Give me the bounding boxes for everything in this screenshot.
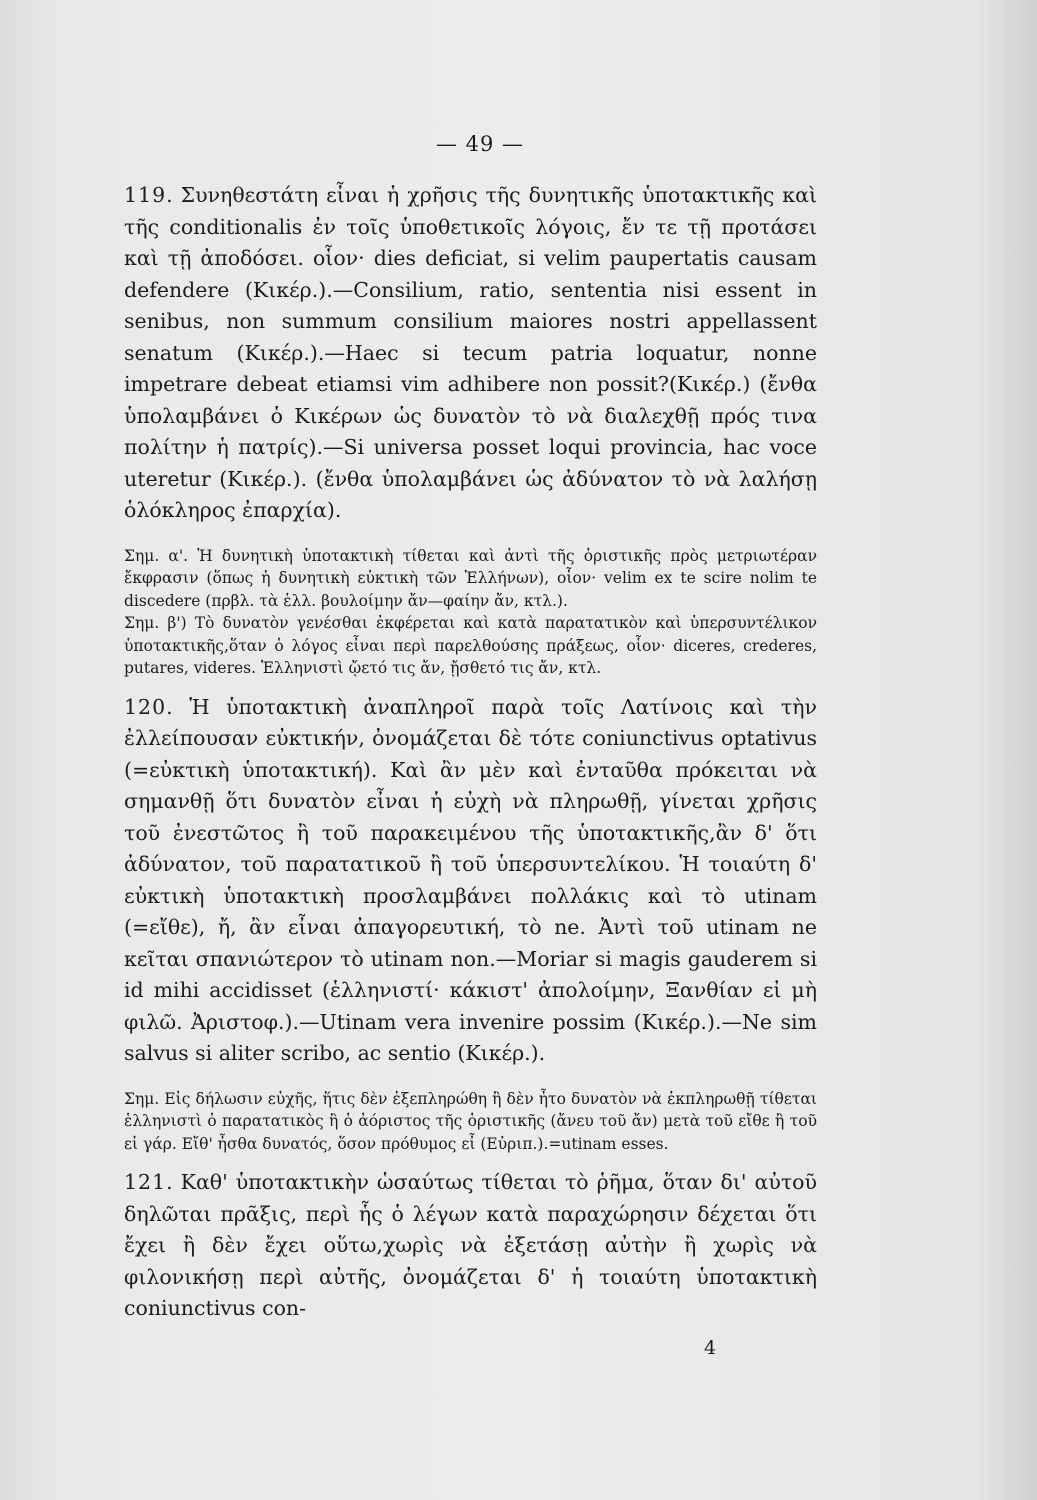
paragraph-number: 121 — [124, 1170, 167, 1194]
paragraph-text: . Συνηθεστάτη εἶναι ἡ χρῆσις τῆς δυνητικῆς ὑποτακτικῆς καὶ τῆς conditionalis ἐν τοῖς ὑποθετικοῖς λόγοις, ἔν τε τῇ προτάσει καὶ τῇ ἀποδόσει. οἷον· dies deficiat, si velim paupertatis causam defendere (Κικέρ.).—Consilium, ratio, sententia nisi essent in senibus, non summum consilium maiores nostri appellassent senatum (Κικέρ.).—Haec si tecum patria loquatur, nonne impetrare debeat etiamsi vim adhibere non possit?(Κικέρ.) (ἔνθα ὑπολαμβάνει ὁ Κικέρων ὡς δυνατὸν τὸ νὰ διαλεχθῇ πρός τινα πολίτην ἡ πατρίς).—Si universa posset loqui provincia, hac voce uteretur (Κικέρ.). (ἔνθα ὑπολαμβάνει ὡς ἀδύνατον τὸ νὰ λαλήσῃ ὁλόκληρος ἐπαρχία). — [124, 183, 817, 522]
note-beta: Σημ. β') Τὸ δυνατὸν γενέσθαι ἐκφέρεται καὶ κατὰ παρατατικὸν καὶ ὑπερσυντέλικον ὑποτακτικῆς,ὅταν ὁ λόγος εἶναι περὶ παρελθούσης πράξεως, οἷον· diceres, crederes, putares, videres. Ἑλληνιστὶ ᾤετό τις ἄν, ᾔσθετό τις ἄν, κτλ. — [124, 614, 817, 677]
signature-mark: 4 — [704, 1337, 717, 1359]
paragraph-text: . Καθ' ὑποτακτικὴν ὡσαύτως τίθεται τὸ ῥῆμα, ὅταν δι' αὐτοῦ δηλῶται πρᾶξις, περὶ ἧς ὁ λέγων κατὰ παραχώρησιν δέχεται ὅτι ἔχει ἢ δὲν ἔχει οὕτω,χωρὶς νὰ ἐξετάσῃ αὐτὴν ἢ χωρὶς νὰ φιλονικήσῃ περὶ αὐτῆς, ὀνομάζεται δ' ἡ τοιαύτη ὑποτακτικὴ coniunctivus con- — [124, 1170, 817, 1320]
paragraph-119 — [124, 180, 817, 527]
paragraph-120 — [124, 692, 817, 1070]
paragraph-number: 120 — [124, 694, 167, 719]
note-alpha: Σημ. α'. Ἡ δυνητικὴ ὑποτακτικὴ τίθεται καὶ ἀντὶ τῆς ὁριστικῆς πρὸς μετριωτέραν ἔκφρασιν (ὅπως ἡ δυνητικὴ εὐκτικὴ τῶν Ἑλλήνων), οἷον· velim ex te scire nolim te discedere (πρβλ. τὰ ἑλλ. βουλοίμην ἄν—φαίην ἄν, κτλ.). — [124, 546, 817, 610]
page-body — [124, 180, 817, 1335]
paragraph-number: 119 — [124, 183, 167, 207]
paragraph-121 — [124, 1167, 817, 1325]
note-wish: Σημ. Εἰς δήλωσιν εὐχῆς, ἥτις δὲν ἐξεπληρώθη ἢ δὲν ἦτο δυνατὸν νὰ ἐκπληρωθῇ τίθεται ἑλληνιστὶ ὁ παρατατικὸς ἢ ὁ ἀόριστος τῆς ὁριστικῆς (ἄνευ τοῦ ἄν) μετὰ τοῦ εἴθε ἢ τοῦ εἰ γάρ. Εἴθ' ἦσθα δυνατός, ὅσον πρόθυμος εἶ (Εὐριπ.).=utinam esses. — [124, 1089, 817, 1153]
paragraph-text: . Ἡ ὑποτακτικὴ ἀναπληροῖ παρὰ τοῖς Λατίνοις καὶ τὴν ἐλλείπουσαν εὐκτικήν, ὀνομάζεται δὲ τότε coniunctivus optativus (=εὐκτικὴ ὑποτακτική). Καὶ ἂν μὲν καὶ ἐνταῦθα πρόκειται νὰ σημανθῇ ὅτι δυνατὸν εἶναι ἡ εὐχὴ νὰ πληρωθῇ, γίνεται χρῆσις τοῦ ἐνεστῶτος ἢ τοῦ παρακειμένου τῆς ὑποτακτικῆς,ἂν δ' ὅτι ἀδύνατον, τοῦ παρατατικοῦ ἢ τοῦ ὑπερσυντελίκου. Ἡ τοιαύτη δ' εὐκτικὴ ὑποτακτικὴ προσλαμβάνει πολλάκις καὶ τὸ utinam (=εἴθε), ἤ, ἂν εἶναι ἀπαγορευτική, τὸ ne. Ἀντὶ τοῦ utinam ne κεῖται σπανιώτερον τὸ utinam non.—Moriar si magis gauderem si id mihi accidisset (ἑλληνιστί· κάκιστ' ἀπολοίμην, Ξανθίαν εἰ μὴ φιλῶ. Ἀριστοφ.).—Utinam vera invenire possim (Κικέρ.).—Ne sim salvus si aliter scribo, ac sentio (Κικέρ.). — [124, 694, 817, 1065]
footnote-block-2 — [124, 1088, 817, 1156]
footnote-block-1 — [124, 545, 817, 680]
page-number: — 49 — — [435, 132, 525, 156]
